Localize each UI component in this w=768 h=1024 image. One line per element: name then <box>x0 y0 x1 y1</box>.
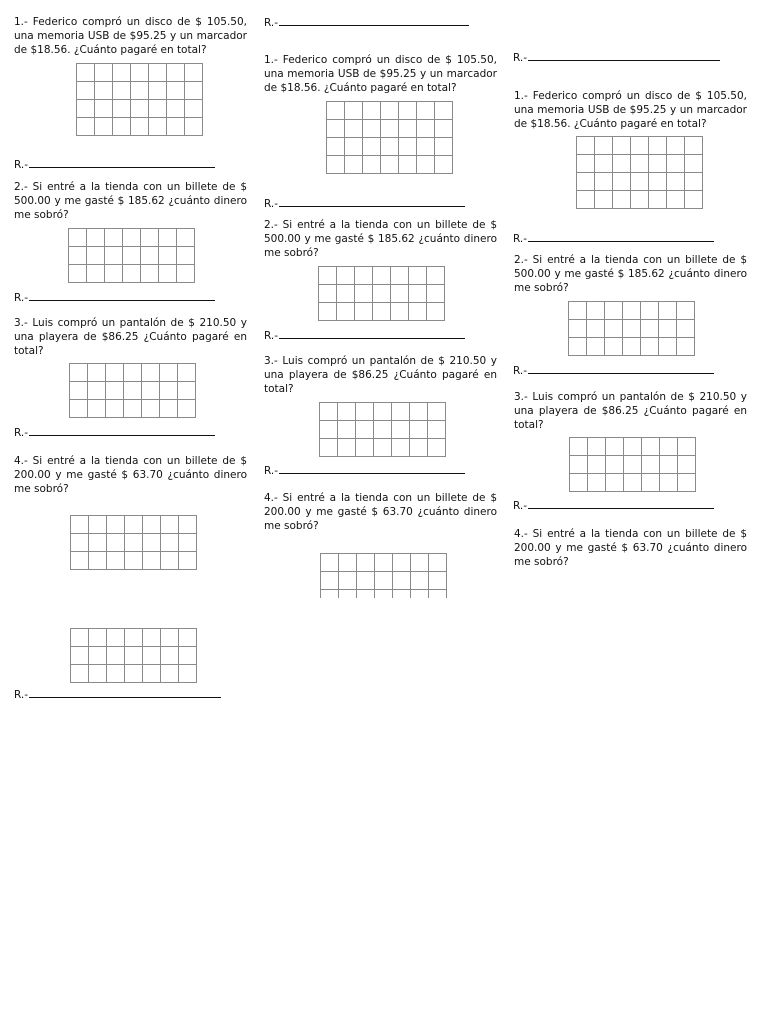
answer-label: R.- <box>264 465 279 477</box>
answer-label: R.- <box>513 500 528 512</box>
answer-label: R.- <box>14 159 29 171</box>
problem-1-text: 1.- Federico compró un disco de $ 105.50, una memoria USB de $95.25 y un marcador de $18.56. ¿Cuánto pagaré en total? <box>14 16 247 56</box>
answer-grid <box>69 363 196 418</box>
problem-1-text: 1.- Federico compró un disco de $ 105.50, una memoria USB de $95.25 y un marcador de $18.56. ¿Cuánto pagaré en total? <box>264 54 497 94</box>
problem-4-text: 4.- Si entré a la tienda con un billete de $ 200.00 y me gasté $ 63.70 ¿cuánto dinero me sobró? <box>514 528 747 568</box>
problem-2-text: 2.- Si entré a la tienda con un billete de $ 500.00 y me gasté $ 185.62 ¿cuánto dinero me sobró? <box>14 181 247 221</box>
answer-blank <box>528 363 714 374</box>
answer-line[interactable] <box>264 196 465 211</box>
answer-line[interactable] <box>513 50 720 65</box>
answer-grid <box>70 515 197 570</box>
answer-grid <box>320 553 447 598</box>
answer-line[interactable] <box>513 231 714 246</box>
answer-label: R.- <box>513 233 528 245</box>
answer-blank <box>279 15 469 26</box>
answer-grid <box>568 301 695 356</box>
problem-4-text: 4.- Si entré a la tienda con un billete de $ 200.00 y me gasté $ 63.70 ¿cuánto dinero me sobró? <box>14 455 247 495</box>
answer-line[interactable] <box>513 363 714 378</box>
answer-blank <box>29 290 215 301</box>
answer-label: R.- <box>14 292 29 304</box>
problem-3-text: 3.- Luis compró un pantalón de $ 210.50 y una playera de $86.25 ¿Cuánto pagaré en total? <box>264 355 497 395</box>
answer-blank <box>528 231 714 242</box>
answer-label: R.- <box>14 689 29 701</box>
problem-1-text: 1.- Federico compró un disco de $ 105.50, una memoria USB de $95.25 y un marcador de $18.56. ¿Cuánto pagaré en total? <box>514 90 747 130</box>
problem-2-text: 2.- Si entré a la tienda con un billete de $ 500.00 y me gasté $ 185.62 ¿cuánto dinero me sobró? <box>514 254 747 294</box>
answer-grid <box>576 136 703 209</box>
problem-2-text: 2.- Si entré a la tienda con un billete de $ 500.00 y me gasté $ 185.62 ¿cuánto dinero me sobró? <box>264 219 497 259</box>
answer-line[interactable] <box>14 687 221 702</box>
answer-label: R.- <box>264 330 279 342</box>
answer-blank <box>528 50 720 61</box>
answer-line[interactable] <box>264 328 465 343</box>
problem-3-text: 3.- Luis compró un pantalón de $ 210.50 y una playera de $86.25 ¿Cuánto pagaré en total? <box>14 317 247 357</box>
answer-line[interactable] <box>513 498 714 513</box>
answer-grid <box>76 63 203 136</box>
answer-line[interactable] <box>14 157 215 172</box>
answer-grid <box>70 628 197 683</box>
answer-label: R.- <box>264 17 279 29</box>
answer-blank <box>29 425 215 436</box>
answer-blank <box>29 687 221 698</box>
answer-grid <box>318 266 445 321</box>
answer-grid <box>319 402 446 457</box>
answer-blank <box>279 463 465 474</box>
answer-line[interactable] <box>264 463 465 478</box>
answer-label: R.- <box>264 198 279 210</box>
answer-line[interactable] <box>14 425 215 440</box>
answer-grid <box>68 228 195 283</box>
answer-blank <box>528 498 714 509</box>
problem-3-text: 3.- Luis compró un pantalón de $ 210.50 y una playera de $86.25 ¿Cuánto pagaré en total? <box>514 391 747 431</box>
answer-line[interactable] <box>14 290 215 305</box>
answer-grid <box>569 437 696 492</box>
answer-label: R.- <box>14 427 29 439</box>
problem-4-text: 4.- Si entré a la tienda con un billete de $ 200.00 y me gasté $ 63.70 ¿cuánto dinero me sobró? <box>264 492 497 532</box>
answer-grid-clipped <box>320 553 458 598</box>
answer-blank <box>279 196 465 207</box>
answer-grid <box>326 101 453 174</box>
answer-line[interactable] <box>264 15 469 30</box>
answer-label: R.- <box>513 365 528 377</box>
answer-blank <box>29 157 215 168</box>
answer-label: R.- <box>513 52 528 64</box>
answer-blank <box>279 328 465 339</box>
